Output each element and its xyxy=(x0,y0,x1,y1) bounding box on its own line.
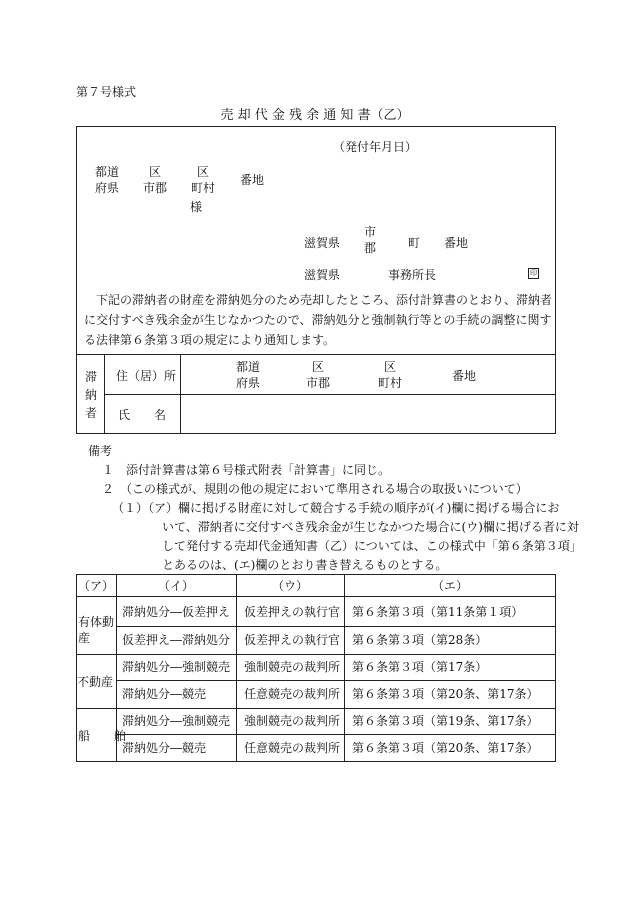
table-cell-procedure: 仮差押え―滞納処分 xyxy=(122,633,231,647)
form-number: 第７号様式 xyxy=(76,85,137,99)
debtor-middle-rule xyxy=(104,394,556,395)
table-col-rule xyxy=(344,574,345,762)
table-rule xyxy=(116,680,556,681)
table-group-label: 船 舶 xyxy=(78,729,127,743)
sender-city: 市 郡 xyxy=(363,225,376,255)
table-cell-replacement: 第６条第３項（第17条） xyxy=(352,660,488,674)
table-rule xyxy=(116,734,556,735)
table-cell-recipient: 強制競売の裁判所 xyxy=(244,660,341,674)
table-cell-replacement: 第６条第３項（第19条、第17条） xyxy=(352,714,539,728)
table-group-rule xyxy=(76,654,556,655)
note-sub1-line4: とあるのは、(エ)欄のとおり書き替えるものとする。 xyxy=(162,558,448,572)
table-rule xyxy=(116,626,556,627)
table-header-c: （ウ） xyxy=(271,579,308,593)
addressee-city: 区 市郡 xyxy=(142,165,167,195)
debtor-city: 区 市郡 xyxy=(305,360,330,390)
note-item-1: １ 添付計算書は第６号様式附表「計算書」に同じ。 xyxy=(102,463,391,477)
issue-date: （発付年月日） xyxy=(333,140,418,154)
debtor-banchi: 番地 xyxy=(452,369,477,383)
note-sub1-line2: いて、滞納者に交付すべき残余金が生じなかつた場合に(ウ)欄に掲げる者に対 xyxy=(162,520,579,534)
sender-office-head: 事務所長 xyxy=(388,268,437,282)
table-cell-procedure: 滞納処分―競売 xyxy=(122,687,207,701)
table-cell-procedure: 滞納処分―強制競売 xyxy=(122,714,231,728)
note-sub1-line1: （１）（ア）欄に掲げる財産に対して競合する手続の順序が(イ)欄に掲げる場合にお xyxy=(112,501,560,515)
note-item-2: ２ （この様式が、規則の他の規定において準用される場合の取扱いについて） xyxy=(102,482,528,496)
table-group-label: 有体動産 xyxy=(78,615,115,645)
table-cell-procedure: 滞納処分―強制競売 xyxy=(122,660,231,674)
table-cell-recipient: 任意競売の裁判所 xyxy=(244,741,341,755)
table-header-rule xyxy=(76,596,556,597)
debtor-top-rule xyxy=(76,354,556,355)
debtor-prefecture: 都道 府県 xyxy=(235,360,260,390)
addressee-town: 区 町村 xyxy=(190,165,215,195)
debtor-address-label: 住（居）所 xyxy=(116,369,177,383)
addressee-banchi: 番地 xyxy=(240,173,265,187)
sender-prefecture-2: 滋賀県 xyxy=(304,268,341,282)
debtor-name-label: 氏 名 xyxy=(118,408,167,422)
sender-banchi: 番地 xyxy=(444,236,469,250)
table-cell-replacement: 第６条第３項（第20条、第17条） xyxy=(352,687,539,701)
table-col-rule xyxy=(236,574,237,762)
table-header-b: （イ） xyxy=(157,579,194,593)
table-header-d: （エ） xyxy=(431,579,468,593)
addressee-prefecture: 都道 府県 xyxy=(94,165,119,195)
table-cell-procedure: 滞納処分―仮差押え xyxy=(122,605,231,619)
table-cell-recipient: 仮差押えの執行官 xyxy=(244,605,341,619)
table-group-rule xyxy=(76,708,556,709)
debtor-header-divider xyxy=(104,354,105,434)
table-cell-recipient: 強制競売の裁判所 xyxy=(244,714,341,728)
table-cell-procedure: 滞納処分―競売 xyxy=(122,741,207,755)
table-cell-replacement: 第６条第３項（第28条） xyxy=(352,633,488,647)
sender-prefecture: 滋賀県 xyxy=(304,236,341,250)
table-cell-replacement: 第６条第３項（第20条、第17条） xyxy=(352,741,539,755)
table-cell-recipient: 任意競売の裁判所 xyxy=(244,687,341,701)
table-header-a: （ア） xyxy=(77,579,114,593)
table-cell-recipient: 仮差押えの執行官 xyxy=(244,633,341,647)
debtor-header: 滞 納 者 xyxy=(84,370,97,420)
note-sub1-line3: して発付する売却代金通知書（乙）については、この様式中「第６条第３項」 xyxy=(162,539,582,553)
addressee-honorific: 様 xyxy=(190,200,203,214)
document-title: 売 却 代 金 残 余 通 知 書（乙） xyxy=(220,108,410,123)
seal-stamp: 印 xyxy=(530,269,537,277)
debtor-town: 区 町村 xyxy=(377,360,402,390)
body-paragraph: 下記の滞納者の財産を滞納処分のため売却したところ、添付計算書のとおり、滞納者に交付すべき残余金が生じなかつたので、滞納処分と強制執行等との手続の調整に関する法律第６条第３項の規定により通知します。 xyxy=(84,293,553,347)
sender-town: 町 xyxy=(408,236,421,250)
debtor-label-divider xyxy=(180,354,181,434)
table-group-label: 不動産 xyxy=(77,675,114,689)
notes-heading: 備考 xyxy=(88,444,113,458)
table-cell-replacement: 第６条第３項（第11条第１項） xyxy=(352,605,524,619)
